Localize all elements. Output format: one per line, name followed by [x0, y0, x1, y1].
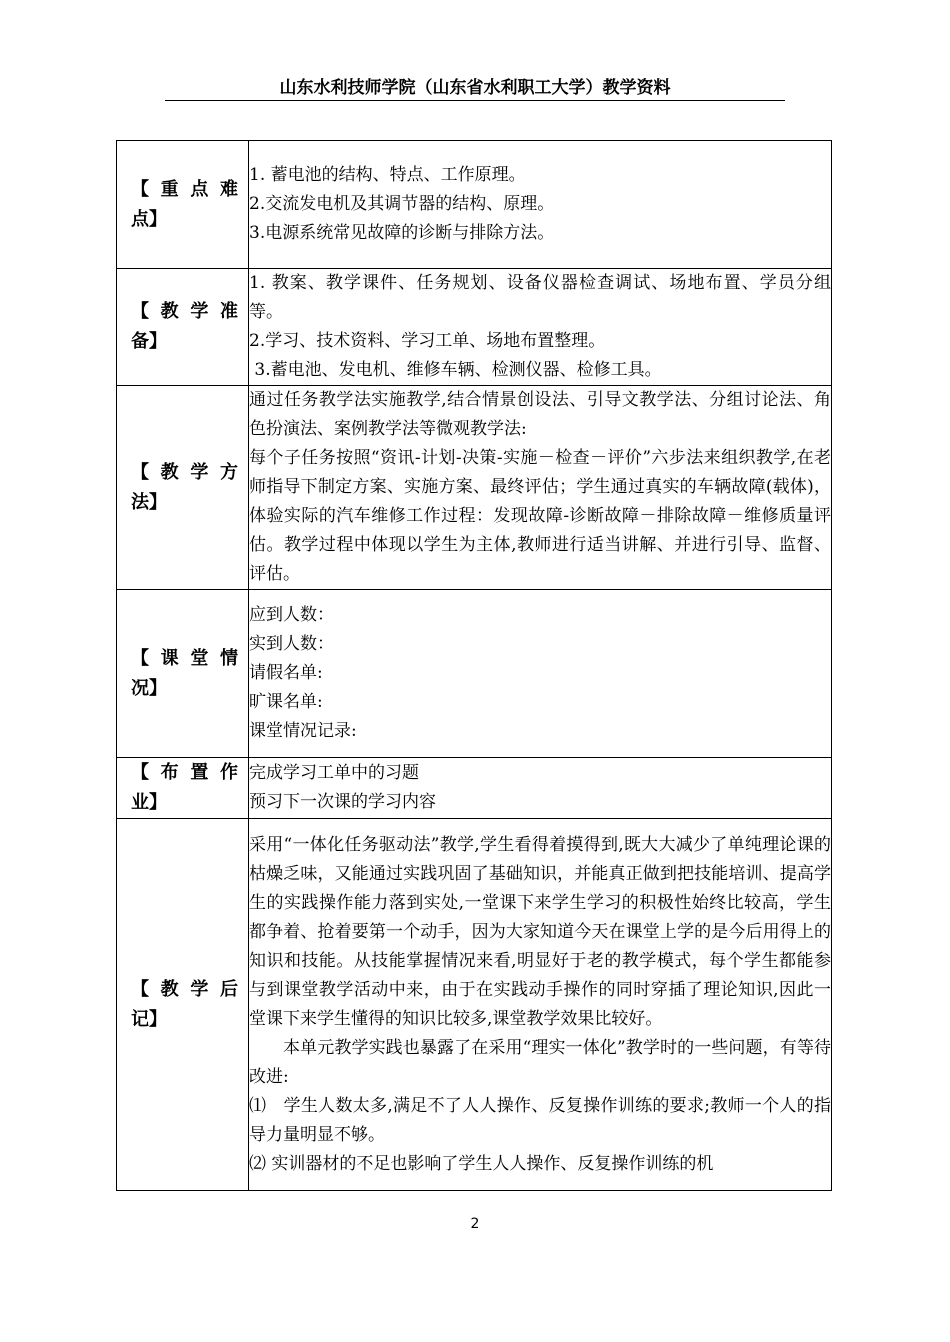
content-line: 1. 蓄电池的结构、特点、工作原理。 [249, 165, 526, 185]
row-label-line1: 【 教 学 准 [131, 301, 238, 322]
header-rule [165, 100, 785, 101]
row-label [117, 386, 249, 590]
row-label-line1: 【 课 堂 情 [131, 647, 238, 669]
content-line: 1. 教案、教学课件、任务规划、设备仪器检查调试、场地布置、学员分组等。 [249, 273, 831, 322]
content-line: 3.蓄电池、发电机、维修车辆、检测仪器、检修工具。 [249, 360, 662, 380]
row-content [249, 141, 832, 269]
row-label [117, 758, 249, 819]
row-content [249, 269, 832, 386]
row-label-line2: 点】 [131, 208, 167, 230]
row-label [117, 269, 249, 386]
table-row-class-situation [117, 590, 832, 758]
table-row-teaching-method [117, 386, 832, 590]
absent-list: 旷课名单: [249, 692, 323, 712]
table-row-teaching-reflection [117, 819, 832, 1191]
table-row-homework [117, 758, 832, 819]
content-list-item: ⑵ 实训器材的不足也影响了学生人人操作、反复操作训练的机 [249, 1153, 714, 1174]
row-label-line2: 业】 [131, 792, 167, 813]
row-content [249, 758, 832, 819]
table-row-teaching-preparation [117, 269, 832, 386]
content-list-item: ⑴ 学生人数太多,满足不了人人操作、反复操作训练的要求;教师一个人的指导力量明显不够。 [249, 1095, 831, 1145]
leave-list: 请假名单: [249, 663, 323, 683]
row-label [117, 819, 249, 1191]
row-label-line1: 【 布 置 作 [131, 762, 238, 783]
row-content [249, 386, 832, 590]
row-label-line2: 况】 [131, 677, 167, 699]
lesson-plan-table [116, 140, 832, 1191]
row-label-line1: 【 重 点 难 [131, 178, 238, 200]
class-record: 课堂情况记录: [249, 721, 357, 741]
content-line: 2.学习、技术资料、学习工单、场地布置整理。 [249, 331, 606, 351]
row-label-line2: 备】 [131, 331, 167, 352]
row-label-line1: 【 教 学 方 [131, 461, 238, 483]
table-row-key-difficult-points [117, 141, 832, 269]
content-paragraph: 通过任务教学法实施教学,结合情景创设法、引导文教学法、分组讨论法、角色扮演法、案例教学法等微观教学法: [249, 390, 831, 439]
document-header-title: 山东水利技师学院（山东省水利职工大学）教学资料 [279, 78, 671, 98]
row-label-line2: 记】 [131, 1008, 167, 1030]
content-paragraph: 每个子任务按照“资讯-计划-决策-实施－检查－评价”六步法来组织教学,在老师指导下制定方案、实施方案、最终评估；学生通过真实的车辆故障(载体)，体验实际的汽车维修工作过程：发现故障-诊断故障－排除故障－维修质量评估。教学过程中体现以学生为主体,教师进行适当讲解、并进行引导、监督、评估。 [249, 448, 831, 584]
row-content [249, 819, 832, 1191]
actual-attendance: 实到人数： [249, 634, 334, 654]
row-label-line1: 【 教 学 后 [131, 978, 238, 1000]
expected-attendance: 应到人数： [249, 605, 334, 625]
content-line: 2.交流发电机及其调节器的结构、原理。 [249, 194, 555, 214]
content-line: 3.电源系统常见故障的诊断与排除方法。 [249, 223, 555, 243]
content-paragraph: 本单元教学实践也暴露了在采用“理实一体化”教学时的一些问题，有等待改进: [249, 1037, 831, 1087]
content-line: 完成学习工单中的习题 [249, 763, 419, 783]
row-label [117, 590, 249, 758]
row-label [117, 141, 249, 269]
row-content [249, 590, 832, 758]
content-paragraph: 采用“一体化任务驱动法”教学,学生看得着摸得到,既大大减少了单纯理论课的枯燥乏味，又能通过实践巩固了基础知识，并能真正做到把技能培训、提高学生的实践操作能力落到实处,一堂课下来学生学习的积极性始终比较高，学生都争着、抢着要第一个动手，因为大家知道今天在课堂上学的是今后用得上的知识和技能。从技能掌握情况来看,明显好于老的教学模式，每个学生都能参与到课堂教学活动中来，由于在实践动手操作的同时穿插了理论知识,因此一堂课下来学生懂得的知识比较多,课堂教学效果比较好。 [249, 834, 831, 1029]
page-number: 2 [470, 1216, 480, 1232]
row-label-line2: 法】 [131, 491, 167, 513]
content-line: 预习下一次课的学习内容 [249, 792, 436, 812]
